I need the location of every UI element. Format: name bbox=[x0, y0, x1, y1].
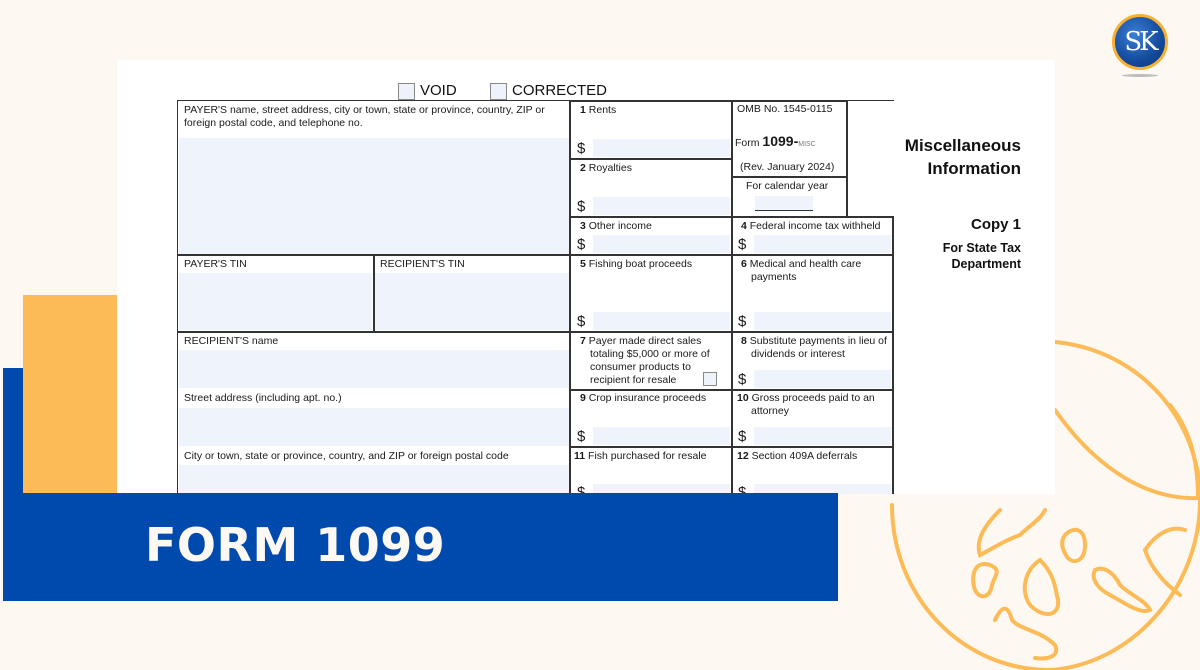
box3-currency: $ bbox=[577, 236, 586, 253]
recipient-name-input[interactable] bbox=[179, 350, 569, 388]
calendar-year-input[interactable] bbox=[755, 196, 813, 211]
decorative-orange-block bbox=[23, 295, 118, 495]
box1-label: 1 Rents bbox=[580, 104, 617, 116]
box1-currency: $ bbox=[577, 140, 586, 157]
divider bbox=[846, 100, 848, 216]
divider bbox=[570, 158, 732, 160]
box10-attorney-proceeds-input[interactable] bbox=[754, 427, 891, 445]
divider bbox=[570, 100, 847, 102]
recipient-tin-label: RECIPIENT'S TIN bbox=[380, 258, 465, 270]
box7-label: 7 Payer made direct sales totaling $5,000 or more of consumer products to recipient for resale bbox=[580, 335, 710, 386]
banner-title: FORM 1099 bbox=[145, 518, 446, 572]
box6-currency: $ bbox=[738, 313, 747, 330]
box2-label: 2 Royalties bbox=[580, 162, 632, 174]
box4-label: 4 Federal income tax withheld bbox=[741, 220, 881, 232]
box4-currency: $ bbox=[738, 236, 747, 253]
box3-label: 3 Other income bbox=[580, 220, 652, 232]
box8-label: 8 Substitute payments in lieu of dividends or interest bbox=[741, 335, 887, 360]
form-identifier: Form 1099-MISC bbox=[735, 133, 816, 149]
box12-label: 12 Section 409A deferrals bbox=[737, 450, 858, 462]
box1-rents-input[interactable] bbox=[593, 139, 730, 157]
box4-federal-tax-input[interactable] bbox=[754, 235, 891, 253]
divider bbox=[570, 216, 894, 218]
divider bbox=[732, 176, 848, 178]
void-label: VOID bbox=[420, 82, 457, 99]
copy-description: For State Tax Department bbox=[942, 241, 1021, 271]
box6-label: 6 Medical and health care payments bbox=[741, 258, 862, 283]
divider bbox=[570, 389, 894, 391]
box5-currency: $ bbox=[577, 313, 586, 330]
payer-info-label: PAYER'S name, street address, city or town, state or province, country, ZIP or foreign postal code, and telephone no. bbox=[184, 104, 545, 129]
sk-logo bbox=[1112, 14, 1168, 70]
logo-text: SK bbox=[1124, 27, 1156, 57]
void-checkbox[interactable] bbox=[398, 83, 415, 100]
copy-label: Copy 1 bbox=[970, 216, 1021, 233]
box9-label: 9 Crop insurance proceeds bbox=[580, 392, 707, 404]
box11-label: 11 Fish purchased for resale bbox=[574, 450, 707, 462]
recipient-tin-input[interactable] bbox=[375, 273, 569, 330]
box5-fishing-boat-input[interactable] bbox=[593, 312, 730, 330]
payer-tin-input[interactable] bbox=[179, 273, 372, 330]
divider bbox=[178, 254, 894, 256]
box9-crop-insurance-input[interactable] bbox=[593, 427, 730, 445]
corrected-checkbox[interactable] bbox=[490, 83, 507, 100]
box10-label: 10 Gross proceeds paid to an attorney bbox=[737, 392, 875, 417]
street-address-input[interactable] bbox=[179, 408, 569, 446]
street-address-label: Street address (including apt. no.) bbox=[184, 392, 342, 404]
divider bbox=[892, 216, 894, 494]
city-label: City or town, state or province, country, and ZIP or foreign postal code bbox=[184, 450, 509, 462]
box8-substitute-payments-input[interactable] bbox=[754, 370, 891, 388]
omb-number: OMB No. 1545-0115 bbox=[737, 103, 833, 115]
box10-currency: $ bbox=[738, 428, 747, 445]
revision-date: (Rev. January 2024) bbox=[740, 161, 835, 173]
city-input[interactable] bbox=[179, 465, 569, 494]
box8-currency: $ bbox=[738, 371, 747, 388]
form-title: Miscellaneous Information bbox=[904, 136, 1021, 178]
payer-tin-label: PAYER'S TIN bbox=[184, 258, 247, 270]
logo-shadow bbox=[1122, 74, 1158, 77]
box6-medical-input[interactable] bbox=[754, 312, 891, 330]
calendar-year-label: For calendar year bbox=[746, 180, 829, 192]
box9-currency: $ bbox=[577, 428, 586, 445]
box2-royalties-input[interactable] bbox=[593, 197, 730, 215]
payer-info-field[interactable] bbox=[179, 138, 570, 254]
box5-label: 5 Fishing boat proceeds bbox=[580, 258, 693, 270]
box3-other-income-input[interactable] bbox=[593, 235, 730, 253]
corrected-label: CORRECTED bbox=[512, 82, 608, 99]
divider bbox=[178, 331, 894, 333]
recipient-name-label: RECIPIENT'S name bbox=[184, 335, 279, 347]
divider bbox=[570, 446, 894, 448]
box2-currency: $ bbox=[577, 198, 586, 215]
box7-direct-sales-checkbox[interactable] bbox=[703, 372, 717, 386]
